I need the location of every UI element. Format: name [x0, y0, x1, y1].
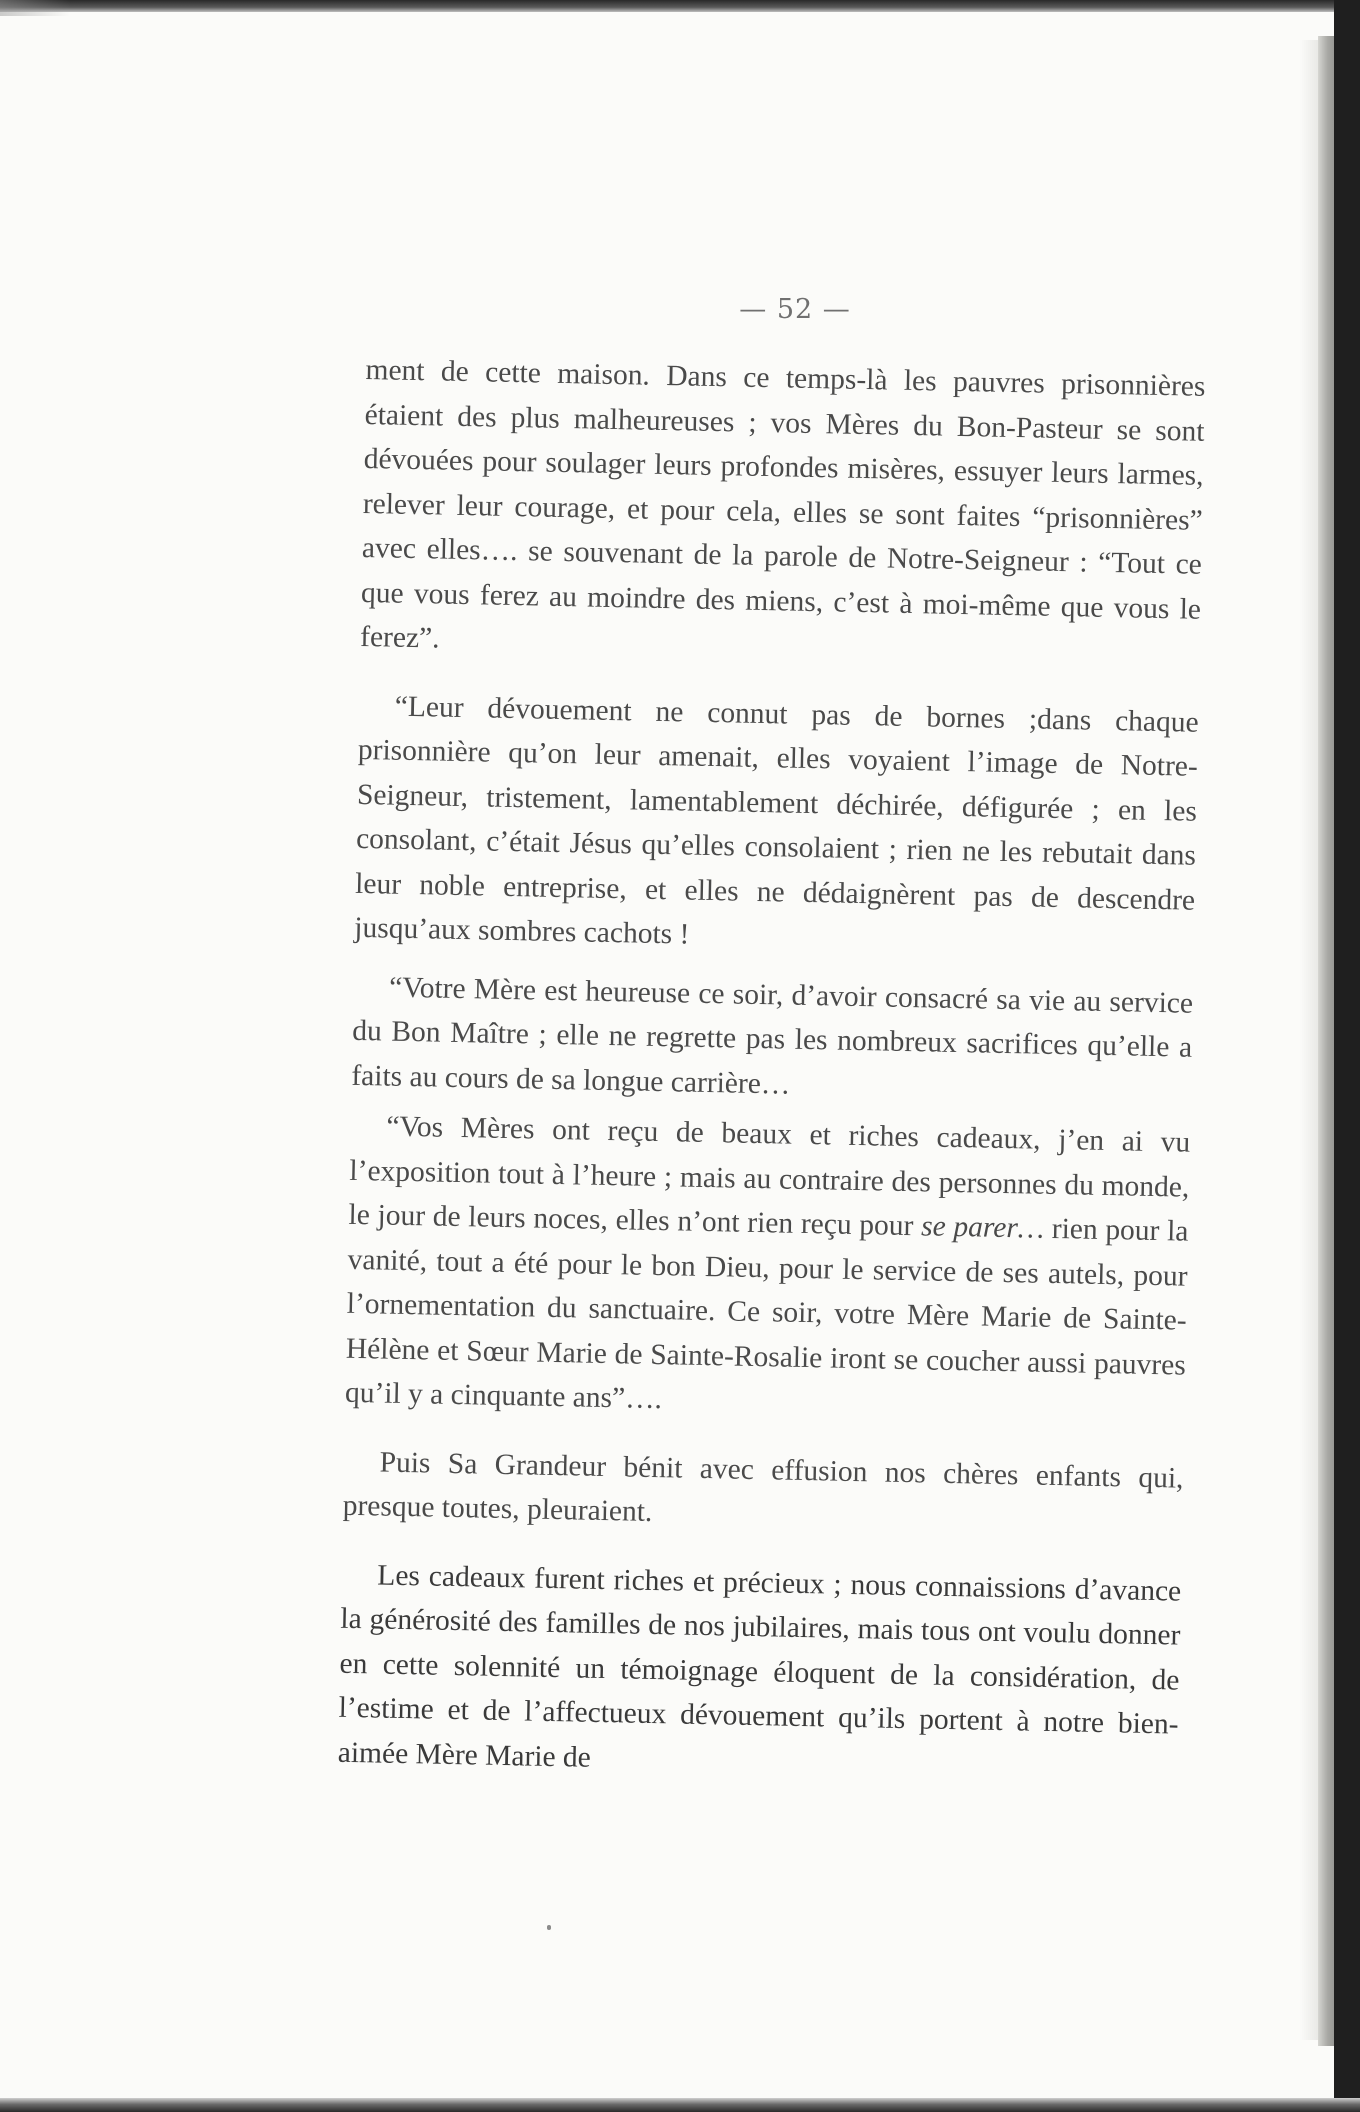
body-text [337, 348, 1205, 1792]
page-edge-highlight [1300, 40, 1318, 2040]
paragraph-4-text-before: “Vos Mères ont reçu de beaux et riches cadeaux, j’en ai vu l’exposition tout à l’heure ; mais au contraire des personnes du monde, le jour de leurs noces, elles n’ont rien reçu pour [348, 1110, 1191, 1243]
ink-speck [547, 1925, 551, 1930]
paragraph-4 [345, 1104, 1191, 1432]
paragraph-3: “Votre Mère est heureuse ce soir, d’avoir consacré sa vie au service du Bon Maître ; elle ne regrette pas les nombreux sacrifices qu’elle a faits au cours de sa longue carrière… [351, 971, 1194, 1101]
paragraph-4-text-after: rien pour la vanité, tout a été pour le bon Dieu, pour le service de ses autels, pour l’ornementation du sanctuaire. Ce soir, votre Mère Marie de Sainte-Hélène et Sœur Marie de Sainte-Rosalie iront se coucher aussi pauvres qu’il y a cinquante ans”…. [344, 1212, 1189, 1416]
scan-top-border [0, 0, 1360, 12]
paragraph-2: “Leur dévouement ne connut pas de bornes ;dans chaque prisonnière qu’on leur amenait, elles voyaient l’image de Notre-Seigneur, tristement, lamentablement déchirée, défigurée ; en les consolant, c’était Jésus qu’elles consolaient ; rien ne les rebutait dans leur noble entreprise, et elles ne dédaignèrent pas de descendre jusqu’aux sombres cachots ! [354, 690, 1199, 951]
paragraph-6: Les cadeaux furent riches et précieux ; nous connaissions d’avance la générosité des familles de nos jubilaires, mais tous ont voulu donner en cette solennité un témoignage éloquent de la considération, de l’estime et de l’affectueux dévouement qu’ils portent à notre bien-aimée Mère Marie de [337, 1558, 1182, 1774]
scan-bottom-border [0, 2098, 1360, 2112]
scan-smudge [0, 0, 70, 16]
paragraph-4-italic-phrase: se parer… [920, 1210, 1045, 1245]
paragraph-5: Puis Sa Grandeur bénit avec effusion nos chères enfants qui, presque toutes, pleuraient. [342, 1446, 1184, 1528]
paragraph-1: ment de cette maison. Dans ce temps-là les pauvres prisonnières étaient des plus malheureuses ; vos Mères du Bon-Pasteur se sont dévouées pour soulager leurs profondes misères, essuyer leurs larmes, relever leur courage, et pour cela, elles se sont faites “prisonnières” avec elles…. se souvenant de la parole de Notre-Seigneur : “Tout ce que vous ferez au moindre des miens, c’est à moi-même que vous le ferez”. [359, 353, 1206, 655]
page-number: — 52 — [739, 294, 851, 325]
